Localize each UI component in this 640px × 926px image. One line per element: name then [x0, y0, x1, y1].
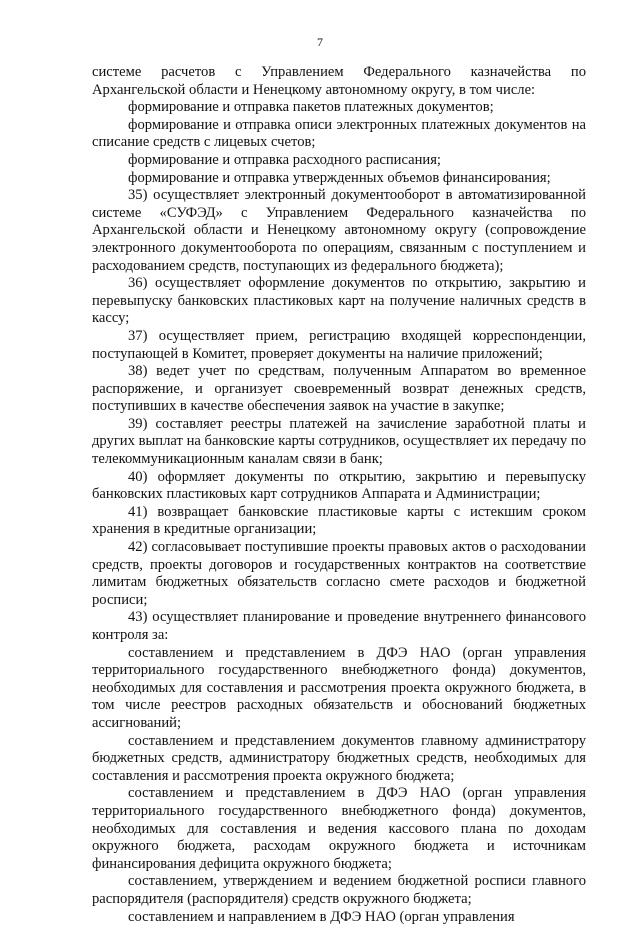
paragraph: системе расчетов с Управлением Федерального казначейства по Архангельской области и Ненецкому автономному округу, в том числе:: [92, 64, 586, 99]
paragraph: формирование и отправка утвержденных объемов финансирования;: [92, 170, 586, 188]
document-body: [92, 64, 586, 926]
paragraph: 42) согласовывает поступившие проекты правовых актов о расходовании средств, проекты договоров и государственных контрактов на соответствие лимитам бюджетных обязательств согласно смете расходов и бюджетной росписи;: [92, 539, 586, 609]
paragraph: составлением и представлением в ДФЭ НАО (орган управления территориального государственного внебюджетного фонда) документов, необходимых для составления и рассмотрения проекта окружного бюджета, в том числе реестров расходных обязательств и обоснований бюджетных ассигнований;: [92, 645, 586, 733]
paragraph: 39) составляет реестры платежей на зачисление заработной платы и других выплат на банковские карты сотрудников, осуществляет их передачу по телекоммуникационным каналам связи в банк;: [92, 416, 586, 469]
paragraph: формирование и отправка описи электронных платежных документов на списание средств с лицевых счетов;: [92, 117, 586, 152]
paragraph: составлением и представлением документов главному администратору бюджетных средств, администратору бюджетных средств, необходимых для составления и рассмотрения проекта окружного бюджета;: [92, 733, 586, 786]
paragraph: составлением и представлением в ДФЭ НАО (орган управления территориального государственного внебюджетного фонда) документов, необходимых для составления и ведения кассового плана по доходам окружного бюджета, расходам окружного бюджета и источникам финансирования дефицита окружного бюджета;: [92, 785, 586, 873]
paragraph: 40) оформляет документы по открытию, закрытию и перевыпуску банковских пластиковых карт сотрудников Аппарата и Администрации;: [92, 469, 586, 504]
paragraph: формирование и отправка пакетов платежных документов;: [92, 99, 586, 117]
paragraph: 43) осуществляет планирование и проведение внутреннего финансового контроля за:: [92, 609, 586, 644]
paragraph: 38) ведет учет по средствам, полученным Аппаратом во временное распоряжение, и организует своевременный возврат денежных средств, поступивших в качестве обеспечения заявок на участие в закупке;: [92, 363, 586, 416]
paragraph: 37) осуществляет прием, регистрацию входящей корреспонденции, поступающей в Комитет, проверяет документы на наличие приложений;: [92, 328, 586, 363]
paragraph: составлением, утверждением и ведением бюджетной росписи главного распорядителя (распорядителя) средств окружного бюджета;: [92, 873, 586, 908]
paragraph: составлением и направлением в ДФЭ НАО (орган управления: [92, 909, 586, 926]
page-number: 7: [0, 35, 640, 49]
paragraph: 41) возвращает банковские пластиковые карты с истекшим сроком хранения в кредитные организации;: [92, 504, 586, 539]
paragraph: формирование и отправка расходного расписания;: [92, 152, 586, 170]
paragraph: 36) осуществляет оформление документов по открытию, закрытию и перевыпуску банковских пластиковых карт на получение наличных средств в кассу;: [92, 275, 586, 328]
paragraph: 35) осуществляет электронный документооборот в автоматизированной системе «СУФЭД» с Управлением Федерального казначейства по Архангельской области и Ненецкому автономному округу (сопровождение электронного документооборота по операциям, связанным с поступлением и расходованием средств, поступающих из федерального бюджета);: [92, 187, 586, 275]
